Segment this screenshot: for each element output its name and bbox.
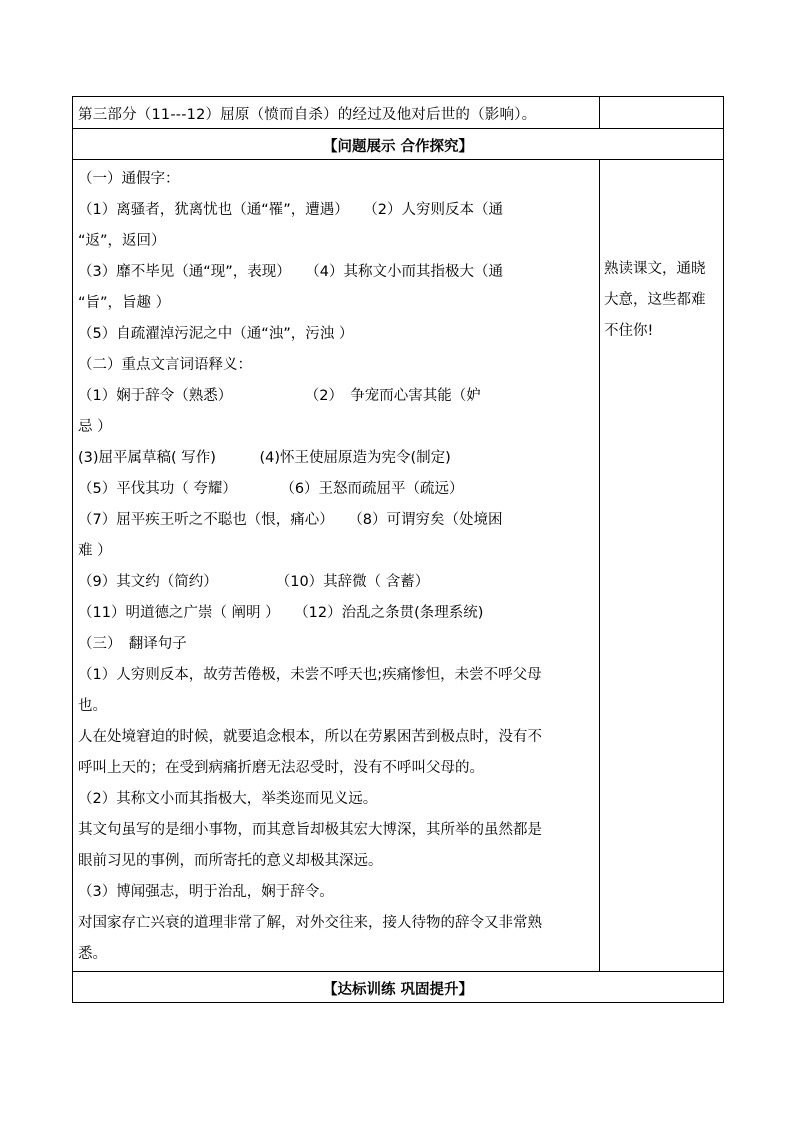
section-header-practice: 【达标训练 巩固提升】 — [322, 982, 474, 998]
content-line: （一）通假字： — [78, 171, 180, 187]
table-row — [73, 97, 723, 129]
content-line: （三） 翻译句子 — [78, 636, 187, 652]
lesson-table — [72, 96, 724, 1003]
content-line: （5）自疏濯淖污泥之中（通“浊”，污浊 ） — [78, 326, 354, 342]
content-line: （3）博闻强志，明于治乱，娴于辞令。 — [78, 884, 334, 900]
content-line: 悉。 — [78, 946, 107, 962]
side-note-line: 大意，这些都难 — [604, 292, 706, 308]
content-line: 对国家存亡兴衰的道理非常了解，对外交往来，接人待物的辞令又非常熟 — [78, 915, 542, 931]
table-row — [73, 972, 723, 1002]
content-line: （11）明道德之广崇（ 阐明 ） （12）治乱之条贯(条理系统) — [78, 605, 484, 621]
content-line: 人在处境窘迫的时候，就要追念根本，所以在劳累困苦到极点时，没有不 — [78, 729, 542, 745]
main-content — [78, 164, 594, 970]
content-line: 忌 ） — [78, 419, 112, 435]
content-line: 呼叫上天的；在受到病痛折磨无法忍受时，没有不呼叫父母的。 — [78, 760, 484, 776]
content-line: 也。 — [78, 698, 107, 714]
content-line: （1）离骚者，犹离忧也（通“罹”，遭遇） （2）人穷则反本（通 — [78, 202, 503, 218]
table-row — [73, 129, 723, 160]
table-row — [73, 160, 723, 972]
section-three-summary: 第三部分（11---12）屈原（愤而自杀）的经过及他对后世的（影响）。 — [78, 107, 537, 123]
content-line: (3)屈平属草稿( 写作) (4)怀王使屈原造为宪令(制定) — [78, 450, 451, 466]
side-note — [604, 254, 722, 347]
content-line: “返”，返回） — [78, 233, 166, 249]
content-line: （7）屈平疾王听之不聪也（恨，痛心） （8）可谓穷矣（处境困 — [78, 512, 503, 528]
column-divider — [599, 160, 600, 971]
content-line: （2）其称文小而其指极大，举类迩而见义远。 — [78, 791, 378, 807]
content-line: （5）平伐其功（ 夸耀） （6）王怒而疏屈平（疏远） — [78, 481, 464, 497]
content-line: （9）其文约（简约） （10）其辞微（ 含蓄） — [78, 574, 430, 590]
section-header-problem-display: 【问题展示 合作探究】 — [322, 139, 474, 155]
side-note-line: 熟读课文，通晓 — [604, 261, 706, 277]
column-divider — [599, 97, 600, 128]
content-line: 其文句虽写的是细小事物，而其意旨却极其宏大博深，其所举的虽然都是 — [78, 822, 542, 838]
content-line: （1）娴于辞令（熟悉） （2） 争宠而心害其能（妒 — [78, 388, 481, 404]
content-line: “旨”，旨趣 ） — [78, 295, 171, 311]
content-line: 难 ） — [78, 543, 112, 559]
side-note-line: 不住你! — [604, 323, 654, 339]
content-line: （二）重点文言词语释义： — [78, 357, 252, 373]
content-line: （3）靡不毕见（通“现”，表现） （4）其称文小而其指极大（通 — [78, 264, 503, 280]
content-line: 眼前习见的事例，而所寄托的意义却极其深远。 — [78, 853, 383, 869]
content-line: （1）人穷则反本，故劳苦倦极，未尝不呼天也;疾痛惨怛，未尝不呼父母 — [78, 667, 542, 683]
